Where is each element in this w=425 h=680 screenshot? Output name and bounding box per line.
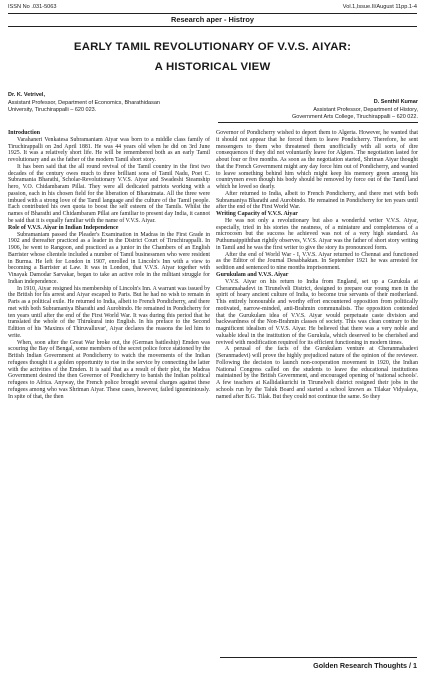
author-left-name: Dr. K. Vetrivel, [8,92,45,98]
paragraph: V.V.S. Aiyar on his return to India from England, set up a Gurukula at Cheranmahadevi in Tirunelveli District, designed to prepare our young men in the spirit of hoary ancient culture of India, to become true servants of their motherland. This entirely honourable and worthy effort encountered opposition from politically motivated, narrow-minded, anti-Brahmin communalists. The opposition contended that the Gurukulam idea of V.V.S. Aiyar would perpetuate caste division and backwardness of the Non-Brahmin classes of society. This was clean contrary to the magnificent idealism of V.V.S. Aiyar. He believed that there was a very noble and valuable ideal in the institution of the Gurukula, which deserved to be cherished and revived with modification required for its efficient functioning in modern times. [216,278,418,346]
issn-number: ISSN No .031-5063 [8,4,57,10]
author-right-name: D. Senthil Kumar [373,99,418,105]
paragraph: He was not only a revolutionary but also a wonderful writer V.V.S. Aiyar, especially, tried in his stories the neatness, of a miniature and completeness of a microcosm but the success he achieved was not of a very high standard. As Puthumaippiththan rightly observes, V.V.S. Aiyar was the father of short story writing in Tamil and he was the first writer to give the story its pronounced form. [216,217,418,251]
paragraph: When, soon after the Great War broke out, the (German battleship) Emden was scouring the Bay of Bengal, some members of the secret police force stationed by the British Indian Government at Pondicherry to watch the movements of the Indian refugees thought it a golden opportunity to rise in the service by connecting the latter with the activities of the Emden. It is said that as a result of their plot, the Madras Government desired the then Governor of Pondicherry to banish the Indian political refugees to Africa. Anyway, the French police brought several charges against these refugees among who was Shriman Aiyar. These cases, however, failed ignominiously. In spite of that, the then [8,339,210,400]
heading-introduction: Introduction [8,130,40,136]
volume-issue-info: Vol.1,Issue.II/August 11pp.1-4 [342,4,417,10]
paragraph: It has been said that the all round revival of the Tamil country in the first two decades of the century owes much to three brilliant sons of Tamil Nadu, Poet C. Subramania Bharathi, Scholar-Revolutionary V.V.S. Aiyar and Swadeshi Steamship hero, V.O. Chidambaram Pillai. They were all dedicated patriots working with a passion, each in his chosen field for the liberation of Bharatmata. All the three were imbued with a strong love of the Tamil language and the culture of the Tamil people. Each contributed his own quota to boost the self esteem of the Tamils. Whilst the names of Bharathi and Chidambaram Pillai are familiar to present day India, it cannot be said that it is equally familiar with the name of V.V.S. Aiyar. [8,163,210,224]
author-right [218,99,418,123]
paragraph: Subramaniam passed the Pleader's Examination in Madras in the First Grade in 1902 and thereafter practiced as a leader in the District Court of Tiruchirappalli. In 1906, he went to Rangoon, and practiced as a junior in the Chambers of an English Barrister whose clientele included a number of Tamil businessmen who were resident in Burma. He left for London in 1907, enrolled in Lincoln's Inn with a view to becoming a Barrister at Law. It was in London, that V.V.S. Aiyar together with Vinayak Damodar Sarvakar, began to take an active role in the militant struggle for Indian independence. [8,231,210,285]
body-column-left [8,130,210,400]
author-left-affiliation-2: University, Tiruchirappalli – 620 023. [8,107,97,114]
paragraph: A perusal of the facts of the Gurukulam venture at Cheranmahadevi (Seranmadevi) will prove the highly prejudiced nature of the opinion of the reviewer. Following the decision to launch non-cooperation movement in 1920, the Indian National Congress called on the students to leave the educational institutions maintained by the British Government, and encouraged opening of 'national schools'. A few teachers at Kallidaikurichi in Tirunelveli district resigned their jobs in the schools run by the Taluk Board and started a school known as Tilakar Vidyalaya, named after B.G. Tilak. But they could not continue the same. So they [216,346,418,400]
paragraph: Varahaneri Venkatesa Subramaniam Aiyar was born to a middle class family of Tiruchirappalli on 2nd April 1881. He was 44 years old when he did on 3rd June 1925. It was a relatively short life. He will be remembered both as an early Tamil revolutionary and as the father of the modern Tamil short story. [8,136,210,164]
author-right-affiliation-1: Assistant Professor, Department of History, [313,106,418,113]
heading-gurukulam: Gurukulam and V.V.S. Aiyar [216,271,289,278]
page-footer [220,657,417,672]
paragraph: After the end of World War - I, V.V.S. Aiyar returned to Chennai and functioned as the Editor of the Journal Desabhaktan. In September 1921 he was arrested for sedition and sentenced to nine months imprisonment. [216,251,418,272]
header-rule-top [8,13,417,14]
heading-writing-capacity: Writing Capacity of V.V.S. Aiyar [216,211,298,217]
paragraph: After returned to India, albeit to French Pondicherry, and there met with both Subramaniya Bharathi and Aurobindo. He remained in Pondicherry for ten years until after the end of the First World War. [216,190,418,211]
paragraph: Governor of Pondicherry wished to deport them to Algeria. However, he wanted that it should not appear that he forced them to leave Pondicherry. Therefore, he sent messengers to them who threatened them unofficially with all sorts of dire consequences if they did not voluntarily leave for Algiers. The negotiation lasted for about four or five months. As soon as the negotiation started, Shriman Aiyar thought that the French Government might any day force him out of Pondicherry, and wanted to leave something behind him which might keep his memory green among his countrymen even though his body should be removed by force out of the Tamil land which he loved so dearly. [216,130,418,190]
section-label: Research aper - Histroy [171,15,254,24]
author-left-affiliation-1: Assistant Professor, Department of Economics, Bharathidasan [8,99,160,106]
footer-journal-page: Golden Research Thoughts / 1 [313,661,417,670]
header-rule-bottom [8,26,417,27]
paragraph: In 1910, Aiyar resigned his membership of Lincoln's Inn. A warrant was issued by the British for his arrest and Aiyar escaped to Paris. But he had no wish to remain in Paris as a political exile. He returned to India, albeit to French Pondicherry, and there met with both Subramaniya Bharathi and Aurobindo. He remained in Pondicherry for ten years until after the end of the First World War. It was during this period that he translated the whole of the Thirukural into English. In his preface to the Second Edition of his 'Maxims of Thiruvalluvar', Aiyar declares the reasons the led him to write. [8,285,210,339]
paper-title-line-2: A HISTORICAL VIEW [154,61,271,73]
author-left [8,92,223,115]
paper-title-line-1: EARLY TAMIL REVOLUTIONARY OF V.V.S. AIYAR: [73,41,352,53]
author-right-affiliation-2: Government Arts College, Tiruchirappalli – 620 022. [218,114,418,123]
heading-role-in-independence: Role of V.V.S. Aiyar in Indian Independence [8,224,119,231]
body-column-right [216,130,418,400]
